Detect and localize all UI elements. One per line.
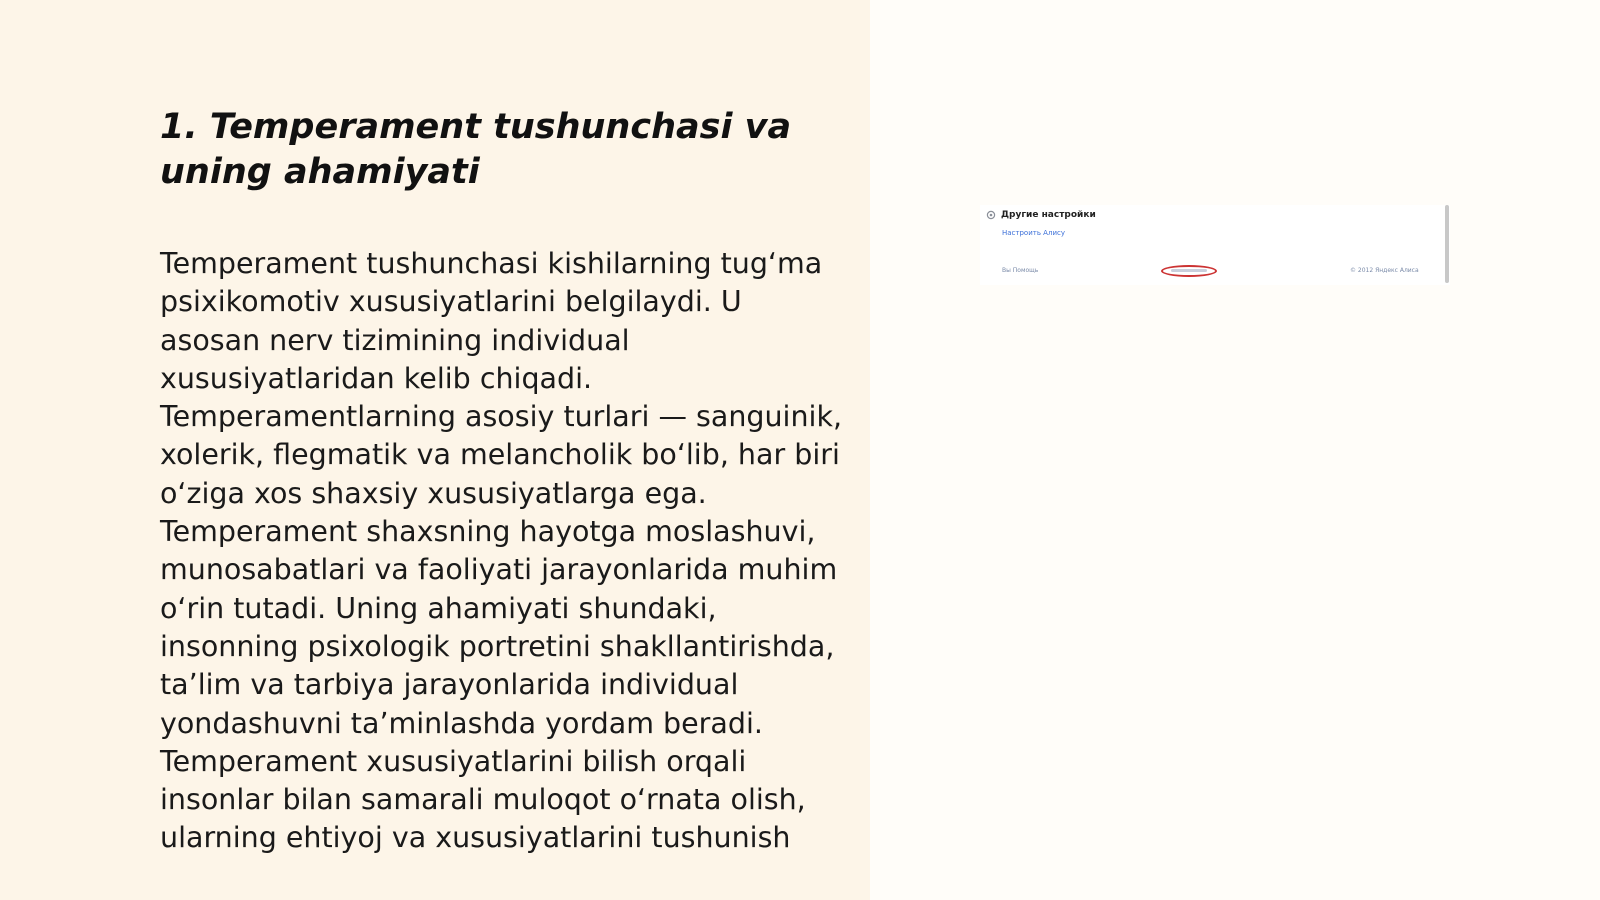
gear-icon xyxy=(986,210,996,220)
screenshot-footer-right: © 2012 Яндекс Алиса xyxy=(1350,267,1419,274)
slide-title: 1. Temperament tushunchasi va uning ahamiyati xyxy=(160,107,792,192)
highlighted-control xyxy=(1171,269,1207,272)
screenshot-header xyxy=(986,210,1096,220)
image-panel xyxy=(870,0,1600,900)
embedded-screenshot xyxy=(980,205,1450,285)
screenshot-scrollbar xyxy=(1445,205,1449,283)
slide-body-text: Temperament tushunchasi kishilarning tugʻma psixikomotiv xususiyatlarini belgilaydi. U asosan nerv tizimining individual xususiyatlaridan kelib chiqadi. Temperamentlarning asosiy turlari — sanguinik, xolerik, flegmatik va melancholik boʻlib, har biri oʻziga xos shaxsiy xususiyatlarga ega. Temperament shaxsning hayotga moslashuvi, munosabatlari va faoliyati jarayonlarida muhim oʻrin tutadi. Uning ahamiyati shundaki, insonning psixologik portretini shakllantirishda, taʼlim va tarbiya jarayonlarida individual yondashuvni taʼminlashda yordam beradi. Temperament xususiyatlarini bilish orqali insonlar bilan samarali muloqot oʻrnata olish, ularning ehtiyoj va xususiyatlarini tushunish xyxy=(160,247,843,855)
screenshot-link: Настроить Алису xyxy=(1002,229,1065,237)
screenshot-title: Другие настройки xyxy=(1001,210,1096,220)
highlight-oval xyxy=(1161,265,1217,277)
screenshot-footer-left: Вы Помощь xyxy=(1002,267,1039,274)
